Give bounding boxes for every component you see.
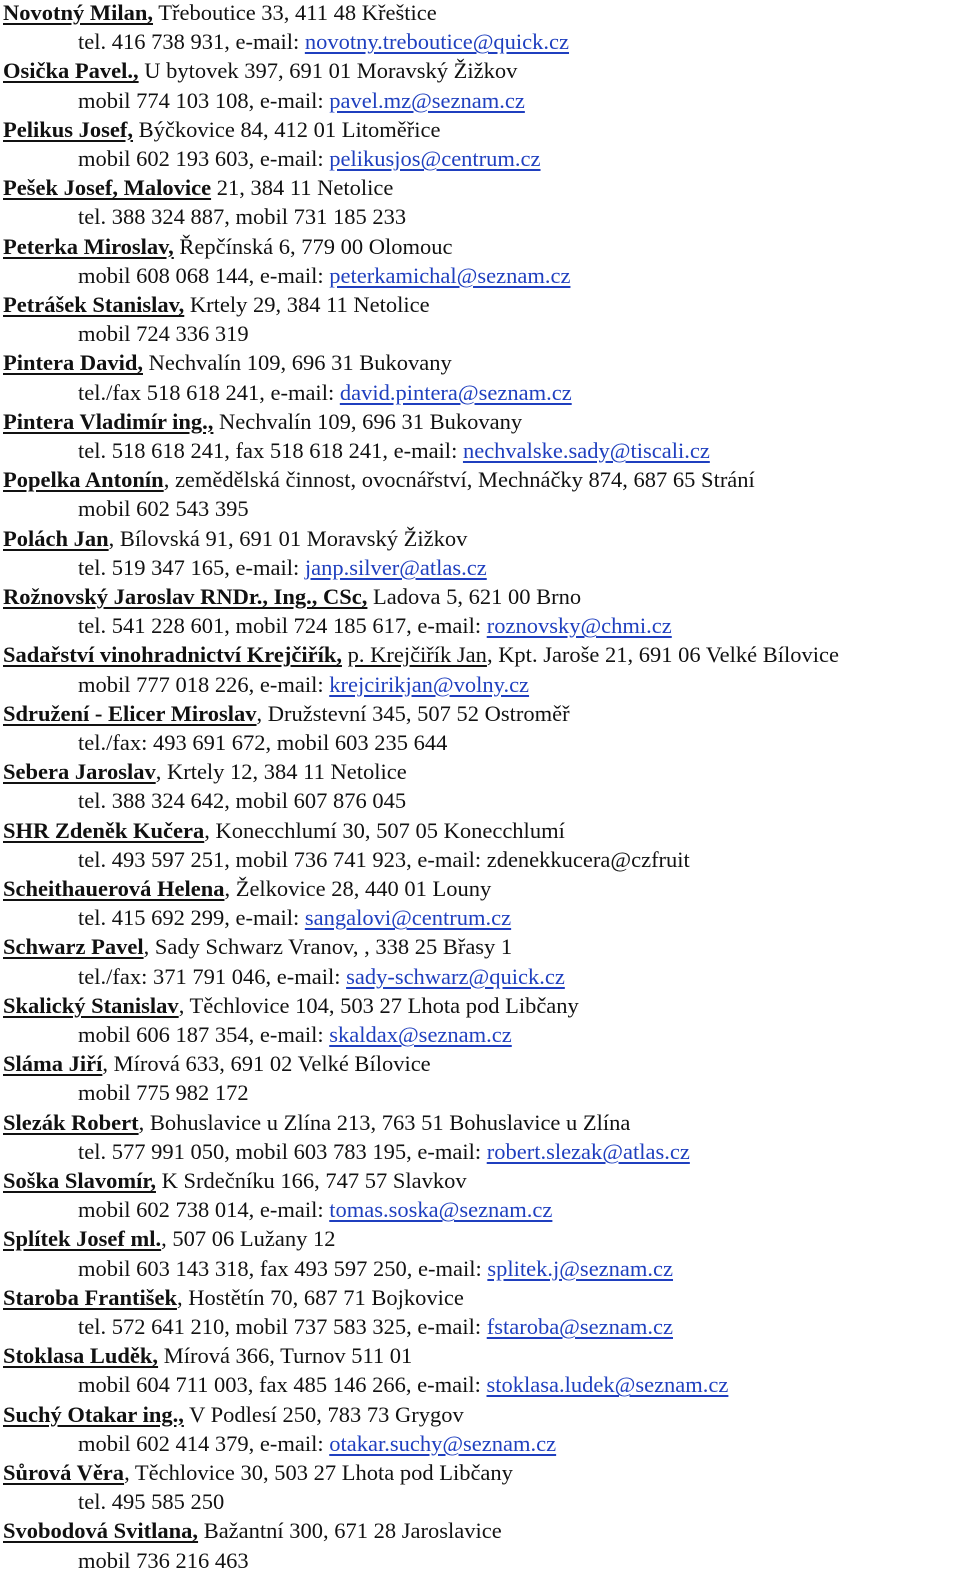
entry-name-line bbox=[3, 232, 453, 261]
entry-name-line bbox=[3, 1400, 464, 1429]
entry-address: , Bohuslavice u Zlína 213, 763 51 Bohuslavice u Zlína bbox=[138, 1109, 631, 1135]
entry-email-link[interactable]: tomas.soska@seznam.cz bbox=[329, 1197, 553, 1223]
entry-name: Staroba František bbox=[3, 1284, 177, 1310]
entry-contact-line bbox=[78, 903, 511, 932]
entry-name: Stoklasa Luděk, bbox=[3, 1343, 159, 1369]
entry-contact-line bbox=[78, 1429, 556, 1458]
entry-name: Polách Jan bbox=[3, 525, 109, 551]
entry-address: Mírová 366, Turnov 511 01 bbox=[158, 1343, 413, 1369]
entry-name-line bbox=[3, 0, 437, 27]
entry-name: Novotný Milan, bbox=[3, 0, 154, 25]
entry-contact: tel. 572 641 210, mobil 737 583 325, e-mail: bbox=[78, 1314, 487, 1339]
entry-email-link[interactable]: pavel.mz@seznam.cz bbox=[329, 87, 525, 113]
entry-contact-line bbox=[78, 1078, 249, 1107]
entry-contact-line bbox=[78, 1020, 512, 1049]
entry-address: Bažantní 300, 671 28 Jaroslavice bbox=[198, 1518, 502, 1544]
entry-name-line bbox=[3, 348, 452, 377]
entry-contact: mobil 606 187 354, e-mail: bbox=[78, 1022, 330, 1047]
entry-name-line bbox=[3, 1283, 464, 1312]
entry-contact: tel. 416 738 931, e-mail: bbox=[78, 29, 305, 55]
entry-contact: tel./fax: 371 791 046, e-mail: bbox=[78, 963, 347, 989]
entry-address: , Těchlovice 30, 503 27 Lhota pod Libčany bbox=[124, 1460, 513, 1485]
entry-contact-line bbox=[78, 1487, 224, 1516]
entry-name: Sebera Jaroslav bbox=[3, 759, 156, 785]
entry-contact-line bbox=[78, 86, 525, 115]
entry-contact-line bbox=[78, 1254, 673, 1283]
entry-name: Skalický Stanislav bbox=[3, 992, 179, 1018]
entry-email-link[interactable]: skaldax@seznam.cz bbox=[329, 1022, 512, 1047]
entry-address: , 507 06 Lužany 12 bbox=[161, 1226, 336, 1252]
entry-contact: mobil 602 543 395 bbox=[78, 496, 249, 522]
entry-name-line bbox=[3, 115, 440, 144]
entry-name-line bbox=[3, 640, 839, 669]
entry-name: Pintera Vladimír ing., bbox=[3, 408, 214, 434]
entry-address: , Želkovice 28, 440 01 Louny bbox=[224, 876, 492, 901]
entry-address: Nechvalín 109, 696 31 Bukovany bbox=[213, 408, 523, 434]
entry-email-link[interactable]: peterkamichal@seznam.cz bbox=[329, 262, 571, 288]
entry-contact: mobil 775 982 172 bbox=[78, 1080, 249, 1106]
entry-email-link[interactable]: stoklasa.ludek@seznam.cz bbox=[486, 1372, 729, 1398]
entry-name: Suchý Otakar ing., bbox=[3, 1401, 184, 1427]
entry-address: , Mírová 633, 691 02 Velké Bílovice bbox=[102, 1051, 431, 1077]
entry-name-line bbox=[3, 1458, 513, 1487]
entry-email-link[interactable]: novotny.treboutice@quick.cz bbox=[304, 29, 570, 55]
entry-email-link[interactable]: pelikusjos@centrum.cz bbox=[329, 146, 541, 171]
entry-address: , Družstevní 345, 507 52 Ostroměř bbox=[256, 700, 570, 726]
entry-contact: tel. 518 618 241, fax 518 618 241, e-mail: bbox=[78, 438, 463, 463]
entry-name: Sůrová Věra bbox=[3, 1460, 125, 1485]
entry-contact-line bbox=[78, 1370, 728, 1399]
entry-address: , zemědělská činnost, ovocnářství, Mechnáčky 874, 687 65 Strání bbox=[163, 467, 755, 493]
entry-name: Osička Pavel., bbox=[3, 58, 139, 84]
entry-email-link[interactable]: sangalovi@centrum.cz bbox=[304, 905, 512, 931]
entry-name: Scheithauerová Helena bbox=[3, 876, 225, 901]
entry-email-link[interactable]: janp.silver@atlas.cz bbox=[304, 554, 487, 580]
entry-contact-line bbox=[78, 845, 690, 874]
entry-name: Svobodová Svitlana, bbox=[3, 1518, 199, 1544]
entry-contact-line bbox=[78, 261, 570, 290]
entry-email-link[interactable]: sady-schwarz@quick.cz bbox=[346, 963, 565, 989]
entry-name: Pintera David, bbox=[3, 350, 143, 376]
entry-contact: mobil 603 143 318, fax 493 597 250, e-mail: bbox=[78, 1255, 488, 1281]
entry-name: Sláma Jiří bbox=[3, 1051, 103, 1077]
entry-address: Krtely 29, 384 11 Netolice bbox=[184, 292, 430, 317]
entry-contact: tel. 415 692 299, e-mail: bbox=[78, 905, 305, 931]
entry-contact: mobil 608 068 144, e-mail: bbox=[78, 262, 330, 288]
entry-email-link[interactable]: splitek.j@seznam.cz bbox=[487, 1255, 674, 1281]
entry-contact-line bbox=[78, 670, 529, 699]
entry-email-link[interactable]: fstaroba@seznam.cz bbox=[486, 1314, 673, 1339]
entry-name: Petrášek Stanislav, bbox=[3, 292, 185, 317]
entry-name-line bbox=[3, 1341, 412, 1370]
entry-contact-line bbox=[78, 202, 406, 231]
entry-name-line bbox=[3, 991, 579, 1020]
entry-email-link[interactable]: nechvalske.sady@tiscali.cz bbox=[462, 438, 710, 463]
entry-name-line bbox=[3, 1166, 467, 1195]
entry-address: 21, 384 11 Netolice bbox=[211, 175, 394, 201]
entry-address: K Srdečníku 166, 747 57 Slavkov bbox=[155, 1168, 467, 1193]
entry-contact: tel./fax 518 618 241, e-mail: bbox=[78, 379, 340, 405]
entry-address: Třeboutice 33, 411 48 Křeštice bbox=[153, 0, 437, 25]
entry-email-link[interactable]: david.pintera@seznam.cz bbox=[339, 379, 572, 405]
entry-address: , Krtely 12, 384 11 Netolice bbox=[155, 759, 407, 785]
entry-contact: tel. 493 597 251, mobil 736 741 923, e-mail: zdenekkucera@czfruit bbox=[78, 846, 690, 872]
entry-name-line bbox=[3, 816, 565, 845]
entry-contact-person: p. Krejčiřík Jan bbox=[347, 642, 487, 668]
entry-contact: mobil 774 103 108, e-mail: bbox=[78, 87, 330, 113]
entry-name-line bbox=[3, 524, 467, 553]
entry-email-link[interactable]: otakar.suchy@seznam.cz bbox=[329, 1430, 557, 1456]
entry-name-line bbox=[3, 874, 491, 903]
entry-contact: tel./fax: 493 691 672, mobil 603 235 644 bbox=[78, 730, 448, 755]
entry-contact: mobil 602 738 014, e-mail: bbox=[78, 1197, 330, 1223]
entry-name-line bbox=[3, 173, 393, 202]
entry-address: , Hostětín 70, 687 71 Bojkovice bbox=[176, 1284, 464, 1310]
entry-name: Pešek Josef, Malovice bbox=[3, 175, 212, 201]
entry-contact-line bbox=[78, 1195, 552, 1224]
entry-contact-line bbox=[78, 319, 249, 348]
entry-name-line bbox=[3, 582, 581, 611]
entry-contact-line bbox=[78, 378, 572, 407]
entry-name: Slezák Robert bbox=[3, 1109, 139, 1135]
entry-name: Splítek Josef ml. bbox=[3, 1226, 162, 1252]
entry-name: SHR Zdeněk Kučera bbox=[3, 817, 205, 843]
entry-address: Řepčínská 6, 779 00 Olomouc bbox=[173, 233, 453, 259]
entry-address: , Konecchlumí 30, 507 05 Konecchlumí bbox=[204, 817, 565, 843]
entry-email-link[interactable]: krejcirikjan@volny.cz bbox=[329, 671, 530, 697]
entry-address: Býčkovice 84, 412 01 Litoměřice bbox=[133, 116, 441, 142]
entry-address: , Kpt. Jaroše 21, 691 06 Velké Bílovice bbox=[486, 642, 839, 668]
entry-contact: mobil 602 414 379, e-mail: bbox=[78, 1430, 330, 1456]
entry-contact-line bbox=[78, 27, 569, 56]
entry-contact: mobil 777 018 226, e-mail: bbox=[78, 671, 330, 697]
entry-contact: tel. 519 347 165, e-mail: bbox=[78, 554, 305, 580]
entry-name: Rožnovský Jaroslav RNDr., Ing., CSc, bbox=[3, 584, 368, 609]
entry-name-line bbox=[3, 1049, 431, 1078]
entry-contact: tel. 388 324 642, mobil 607 876 045 bbox=[78, 788, 407, 814]
entry-name-line bbox=[3, 1108, 630, 1137]
entry-contact-line bbox=[78, 1137, 690, 1166]
entry-name-line bbox=[3, 757, 407, 786]
entry-contact: mobil 602 193 603, e-mail: bbox=[78, 146, 330, 171]
entry-contact-line bbox=[78, 553, 487, 582]
entry-name: Sadařství vinohradnictví Krejčiřík, bbox=[3, 642, 342, 668]
entry-contact-line bbox=[78, 494, 249, 523]
entry-address: U bytovek 397, 691 01 Moravský Žižkov bbox=[138, 58, 518, 84]
entry-email-link[interactable]: robert.slezak@atlas.cz bbox=[486, 1138, 690, 1164]
entry-address: , Sady Schwarz Vranov, , 338 25 Břasy 1 bbox=[143, 934, 513, 960]
entry-name: Popelka Antonín bbox=[3, 467, 164, 493]
entry-name-line bbox=[3, 407, 522, 436]
entry-address: Nechvalín 109, 696 31 Bukovany bbox=[143, 350, 452, 376]
entry-name: Sdružení - Elicer Miroslav bbox=[3, 700, 257, 726]
entry-contact: mobil 736 216 463 bbox=[78, 1547, 249, 1573]
entry-contact: mobil 724 336 319 bbox=[78, 321, 249, 347]
entry-name-line bbox=[3, 932, 512, 961]
entry-name: Schwarz Pavel bbox=[3, 934, 144, 960]
entry-contact-line bbox=[78, 786, 406, 815]
entry-contact: tel. 577 991 050, mobil 603 783 195, e-mail: bbox=[78, 1138, 487, 1164]
entry-name-line bbox=[3, 1224, 335, 1253]
entry-contact-line bbox=[78, 962, 565, 991]
entry-email-link[interactable]: roznovsky@chmi.cz bbox=[486, 613, 672, 639]
entry-contact: tel. 388 324 887, mobil 731 185 233 bbox=[78, 204, 407, 230]
entry-address: Ladova 5, 621 00 Brno bbox=[367, 584, 582, 609]
entry-contact-line bbox=[78, 436, 710, 465]
entry-address: V Podlesí 250, 783 73 Grygov bbox=[183, 1401, 464, 1427]
entry-name: Pelikus Josef, bbox=[3, 116, 134, 142]
entry-contact-line bbox=[78, 1546, 249, 1575]
entry-name: Soška Slavomír, bbox=[3, 1168, 156, 1193]
entry-name-line bbox=[3, 56, 517, 85]
entry-contact-line bbox=[78, 1312, 673, 1341]
entry-contact-line bbox=[78, 728, 447, 757]
entry-name: Peterka Miroslav, bbox=[3, 233, 174, 259]
entry-contact: tel. 541 228 601, mobil 724 185 617, e-mail: bbox=[78, 613, 487, 639]
entry-contact-line bbox=[78, 144, 541, 173]
entry-contact: tel. 495 585 250 bbox=[78, 1489, 225, 1515]
entry-contact: mobil 604 711 003, fax 485 146 266, e-mail: bbox=[78, 1372, 487, 1398]
entry-name-line bbox=[3, 290, 430, 319]
entry-name-line bbox=[3, 465, 755, 494]
entry-address: , Bílovská 91, 691 01 Moravský Žižkov bbox=[108, 525, 468, 551]
entry-contact-line bbox=[78, 611, 672, 640]
entry-address: , Těchlovice 104, 503 27 Lhota pod Libčany bbox=[178, 992, 579, 1018]
entry-name-line bbox=[3, 699, 570, 728]
entry-name-line bbox=[3, 1516, 502, 1545]
